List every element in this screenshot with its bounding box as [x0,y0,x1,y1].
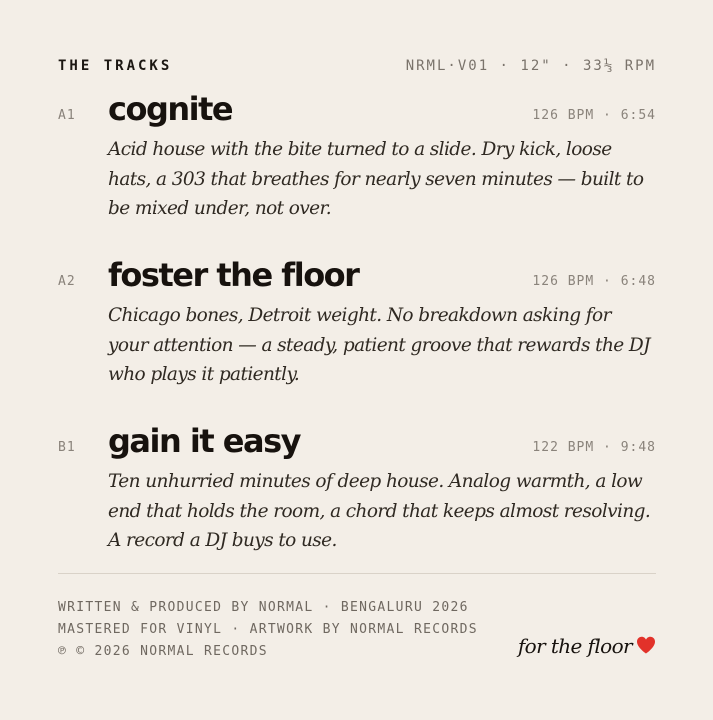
track-side: A1 [58,108,76,123]
credits-line-copyright: ℗ © 2026 NORMAL RECORDS [58,644,268,659]
track-title: gain it easy [108,422,300,460]
track-bpm-duration: 126 BPM · 6:54 [532,108,656,123]
track-bpm-duration: 122 BPM · 9:48 [532,440,656,455]
tagline [518,634,656,659]
heart-icon [636,635,656,659]
record-spec: NRML·V01 · 12" · 33⅓ RPM [405,58,656,74]
track-description: Ten unhurried minutes of deep house. Analog warmth, a low end that holds the room, a chord that keeps almost resolving. A record a DJ buys to use. [108,471,651,551]
section-title: THE TRACKS [58,58,173,74]
track-title: cognite [108,90,233,128]
track-description: Acid house with the bite turned to a slide. Dry kick, loose hats, a 303 that breathes for nearly seven minutes — built to be mixed under, not over. [108,139,644,219]
tagline-text: for the floor [517,634,632,658]
track-side: A2 [58,274,76,289]
tracks-header [58,58,656,78]
credits-line-production: WRITTEN & PRODUCED BY NORMAL · BENGALURU 2026 [58,600,469,615]
track-title: foster the floor [108,256,359,294]
track-bpm-duration: 126 BPM · 6:48 [532,274,656,289]
track-list-page [58,0,656,720]
credits-line-mastering: MASTERED FOR VINYL · ARTWORK BY NORMAL RECORDS [58,622,478,637]
divider [58,573,656,574]
credits [58,597,478,663]
track-description: Chicago bones, Detroit weight. No breakdown asking for your attention — a steady, patient groove that rewards the DJ who plays it patiently. [108,305,650,385]
track-side: B1 [58,440,76,455]
